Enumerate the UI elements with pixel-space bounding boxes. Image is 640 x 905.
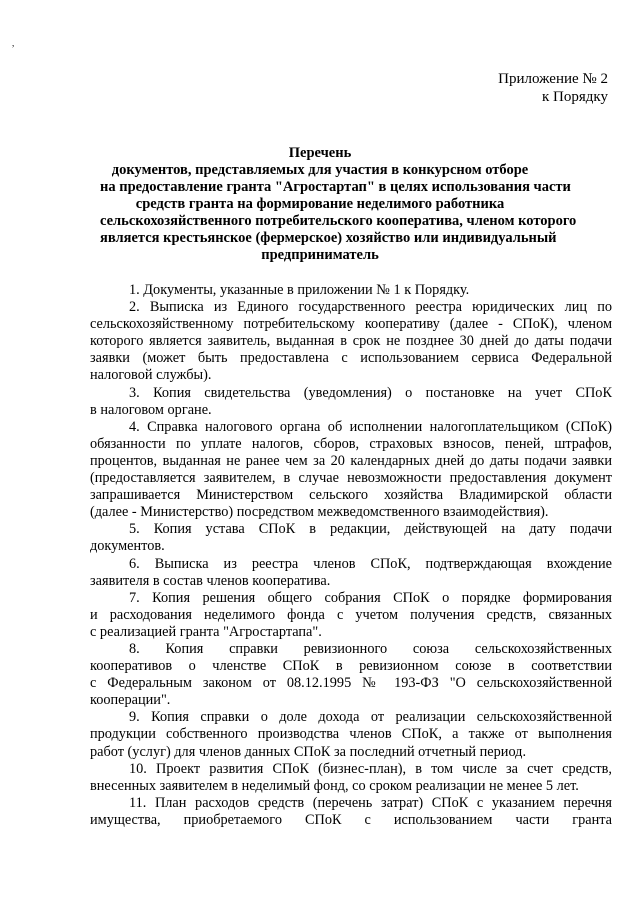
list-item-line: в налоговом органе. — [90, 401, 212, 418]
list-item-line: 5. Копия устава СПоК в редакции, действующей на дату подачи — [129, 521, 612, 538]
list-item-line: заявителя в состав членов кооператива. — [90, 572, 331, 589]
document-list — [90, 282, 612, 829]
list-item-line: документов. — [90, 538, 165, 555]
appendix-header — [498, 70, 608, 106]
list-item — [90, 761, 612, 795]
list-item-line: 9. Копия справки о доле дохода от реализации сельскохозяйственной — [129, 709, 612, 726]
list-item — [90, 641, 612, 709]
list-item-line: 10. Проект развития СПоК (бизнес-план), в том числе за счет средств, — [129, 760, 612, 777]
list-item-line: имущества, приобретаемого СПоК с использованием части гранта — [90, 811, 612, 828]
list-item — [90, 521, 612, 555]
list-item-line: 8. Копия справки ревизионного союза сельскохозяйственных — [129, 640, 612, 657]
list-item — [90, 419, 612, 522]
title-line: документов, представляемых для участия в конкурсном отборе — [111, 162, 529, 178]
list-item-line: 11. План расходов средств (перечень затрат) СПоК с указанием перечня — [129, 794, 612, 811]
list-item-line: 3. Копия свидетельства (уведомления) о постановке на учет СПоК — [129, 384, 612, 401]
list-item-line: процентов, выданная не ранее чем за 20 календарных дней до даты подачи заявки — [90, 452, 612, 469]
list-item-line: кооперативов о членстве СПоК в ревизионном союзе в соответствии — [90, 658, 612, 675]
list-item-line: 1. Документы, указанные в приложении № 1 к Порядку. — [129, 282, 470, 298]
title-line: средств гранта на формирование неделимого работника — [135, 196, 505, 212]
list-item — [90, 556, 612, 590]
list-item-line: кооперации". — [90, 692, 171, 709]
appendix-number: Приложение № 2 — [498, 71, 608, 87]
title-line: Перечень — [288, 145, 352, 161]
list-item — [90, 795, 612, 829]
title-line: на предоставление гранта "Агростартап" в целях использования части — [100, 179, 571, 195]
list-item-line: 2. Выписка из Единого государственного реестра юридических лиц по — [129, 299, 612, 316]
list-item — [90, 299, 612, 384]
list-item — [90, 385, 612, 419]
list-item-line: 7. Копия решения общего собрания СПоК о порядке формирования — [129, 589, 612, 606]
list-item-line: 4. Справка налогового органа об исполнении налогоплательщиком (СПоК) — [129, 418, 612, 435]
document-title — [100, 145, 577, 264]
list-item-line: (далее - Министерство) посредством межведомственного взаимодействия). — [90, 504, 549, 521]
list-item-line: запрашивается Министерством сельского хозяйства Владимирской области — [90, 487, 612, 504]
list-item-line: работ (услуг) для членов данных СПоК за последний отчетный период. — [90, 743, 527, 760]
list-item-line: и расходования неделимого фонда с учетом получения средств, связанных — [90, 606, 612, 623]
list-item-line: продукции собственного производства членов СПоК, а также от выполнения — [90, 726, 612, 743]
list-item-line: с Федеральным законом от 08.12.1995 № 193-ФЗ "О сельскохозяйственной — [90, 675, 612, 692]
list-item-line: обязанности по уплате налогов, сборов, страховых взносов, пеней, штрафов, — [90, 435, 612, 452]
title-line: является крестьянское (фермерское) хозяйство или индивидуальный — [100, 230, 557, 246]
list-item — [90, 590, 612, 641]
list-item — [90, 282, 612, 299]
title-line: сельскохозяйственного потребительского кооператива, членом которого — [100, 213, 577, 229]
list-item — [90, 709, 612, 760]
list-item-line: (предоставляется заявителем, в случае невозможности предоставления документ — [90, 470, 612, 487]
title-line: предприниматель — [261, 247, 379, 263]
list-item-line: 6. Выписка из реестра членов СПоК, подтверждающая вхождение — [129, 555, 612, 572]
list-item-line: которого является заявитель, выданная в срок не позднее 30 дней до даты подачи — [90, 333, 612, 350]
list-item-line: внесенных заявителем в неделимый фонд, со сроком реализации не менее 5 лет. — [90, 777, 579, 794]
page-mark: , — [12, 38, 15, 48]
list-item-line: налоговой службы). — [90, 367, 212, 384]
list-item-line: заявки (может быть предоставлена с использованием сервиса Федеральной — [90, 350, 612, 367]
list-item-line: сельскохозяйственному потребительскому кооперативу (далее - СПоК), членом — [90, 316, 612, 333]
appendix-reference: к Порядку — [542, 89, 608, 105]
list-item-line: с реализацией гранта "Агростартапа". — [90, 623, 322, 640]
